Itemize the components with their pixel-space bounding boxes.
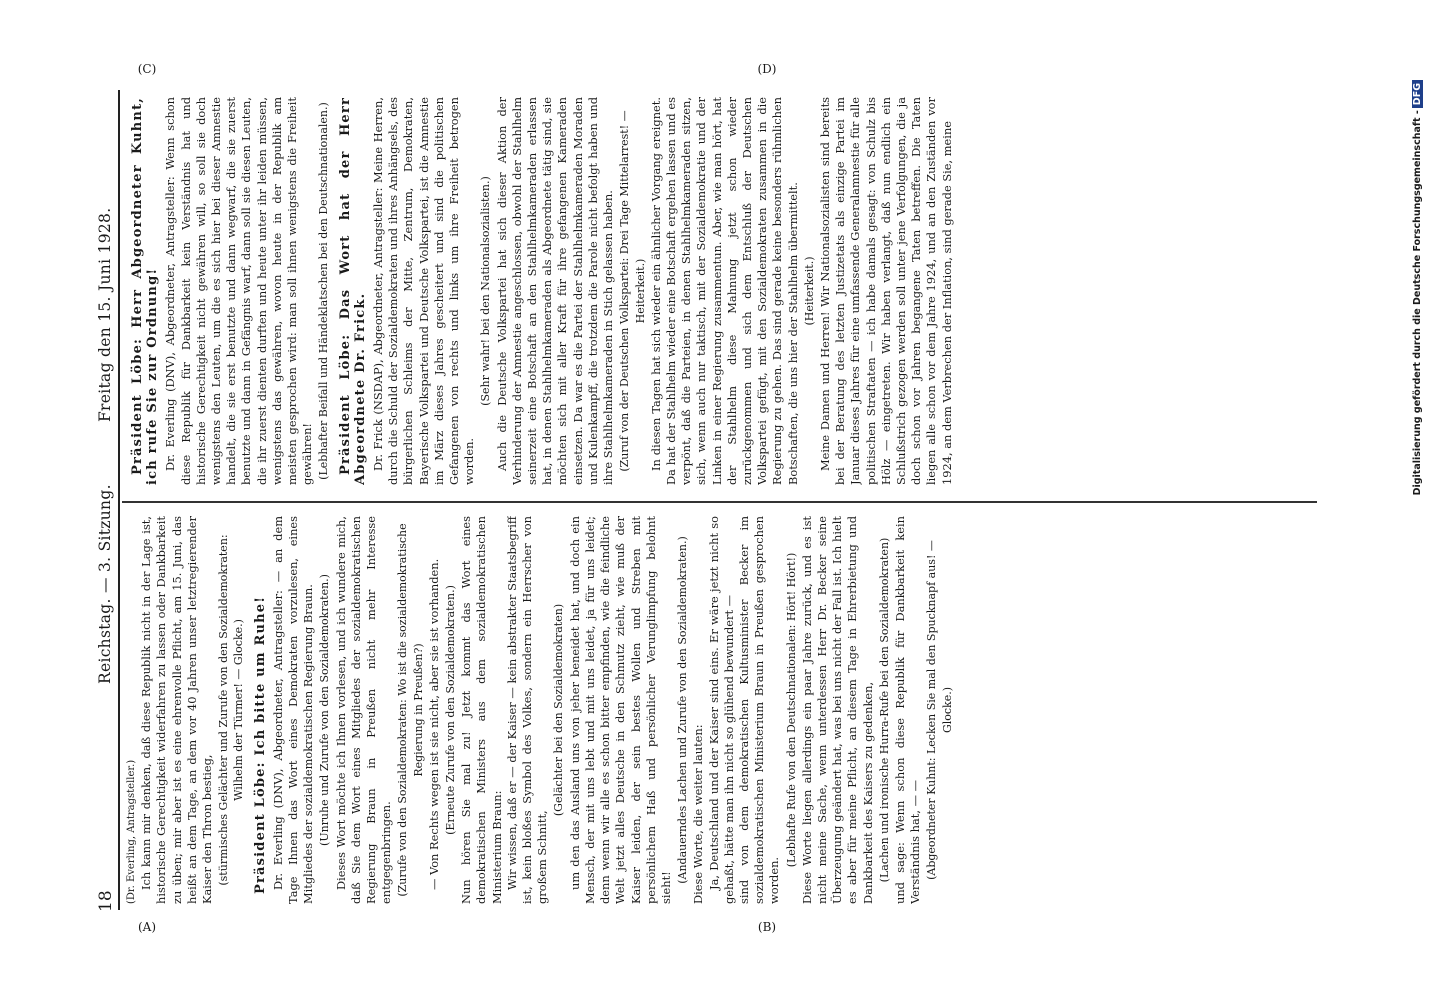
margin-marker-c: (C) <box>137 62 157 76</box>
paragraph: Ich kann mir denken, daß diese Republik nicht in der Lage ist, historische Gerechtigkeit widerfahren zu lassen oder Dankbarkeit zu üben; mir aber ist es eine ehrenvolle Pflicht, am 15. Juni, das heißt an dem Tage, an dem vor 40 Jahren unser letztregierender Kaiser den Thron bestieg, <box>139 516 215 904</box>
reaction: (Lachen und ironische Hurra-Rufe bei den Sozialdemokraten) <box>877 537 891 883</box>
paragraph: Auch die Deutsche Volkspartei hat sich dieser Aktion der Verhinderung der Amnestie angeschlossen, obwohl der Stahlhelm seinerzeit eine Botschaft an den Stahlhelmkameraden erlassen hat, in denen Stahlhelmkameraden als Abgeordnete tätig sind, sie möchten sich mit aller Kraft für ihre gefangenen Kameraden einsetzen. Da war es die Partei der Stahlhelmkameraden Moraden und Kulenkampff, die trotzdem die Parole nicht befolgt haben und ihre Stahlhelmkameraden in Stich gelassen haben. <box>494 97 616 485</box>
reaction: (Zurufe von den Sozialdemokraten: Wo ist die sozialdemokratische Regierung in Preußen?) <box>396 523 425 897</box>
right-column <box>124 97 1324 485</box>
reaction: (Zuruf von der Deutschen Volkspartei: Drei Tage Mittelarrest! — Heiterkeit.) <box>618 110 647 472</box>
session-date: Freitag den 15. Juni 1928. <box>96 207 114 422</box>
margin-marker-d: (D) <box>757 62 777 76</box>
paragraph: Meine Damen und Herren! Wir Nationalsozialisten sind bereits bei der Beratung des letzten Justizetats als einzige Partei im Januar dieses Jahres für eine umfassende Generalamnestie für alle politischen Straftaten — ich habe damals gesagt: von Schulz bis Hölz — eingetreten. Wir haben verlangt, daß nun endlich ein Schlußstrich gezogen werden soll unter jene Verfolgungen, die ja doch schon vor Jahren begangene Taten betreffen. Die Taten liegen alle schon vor dem Jahre 1924, und an den Zuständen vor 1924, an dem Verbrechen der Inflation, sind gerade Sie, meine <box>817 97 954 485</box>
speaker-continuation-head: (Dr. Everling, Antragsteller.) <box>126 759 137 904</box>
digitization-credit <box>1412 80 1428 720</box>
paragraph: sind von dem demokratischen Kultusminister Becker im sozialdemokratischen Ministerium Braun in Preußen gesprochen worden. <box>736 516 782 904</box>
reaction: (Andauerndes Lachen und Zurufe von den Sozialdemokraten.) <box>676 536 690 884</box>
president-remark: Präsident Löbe: Das Wort hat der Herr Abgeordnete Dr. Frick. <box>337 97 368 485</box>
quotation: um den das Ausland uns von jeher beneidet hat, und doch ein Mensch, der mit uns lebt und mit uns leidet, ja für uns leidet; denn wenn wir alle es schon bitter empfinden, wie die feindliche Welt jetzt alles Deutsche in den Schmutz zieht, wie muß der Kaiser leiden, der sein bestes Wollen und Streben mit persönlichem Haß und persönlicher Verunglimpfung belohnt sieht! <box>567 516 673 904</box>
credit-text: Digitalisierung gefördert durch die Deutsche Forschungsgemeinschaft - <box>1412 110 1423 496</box>
paragraph: Dieses Wort möchte ich Ihnen vorlesen, und ich wundere mich, daß Sie dem Wort eines Mitgliedes der sozialdemokratischen Regierung Braun in Preußen nicht mehr Interesse entgegenbringen. <box>333 516 394 904</box>
president-remark: Präsident Löbe: Ich bitte um Ruhe! <box>252 595 268 894</box>
reaction: (Heiterkeit.) <box>802 256 816 326</box>
margin-marker-a: (A) <box>137 920 157 934</box>
president-remark: Präsident Löbe: Herr Abgeordneter Kuhnt, ich rufe Sie zur Ordnung! <box>130 97 161 485</box>
session-title: Reichstag. — 3. Sitzung. <box>96 484 114 684</box>
paragraph: und sage: Wenn schon diese Republik für Dankbarkeit kein Verständnis hat, — — <box>892 516 923 904</box>
left-column <box>124 516 1324 904</box>
reaction: (Gelächter bei den Sozialdemokraten) <box>552 603 566 817</box>
paragraph: Nun hören Sie mal zu! Jetzt kommt das Wort eines demokratischen Ministers aus dem sozialdemokratischen Ministerium Braun: <box>459 516 504 904</box>
paragraph: Dr. Everling (DNV), Abgeordneter, Antragsteller: Wenn schon diese Republik für Dankbarkeit kein Verständnis hat und historische Gerechtigkeit nicht gewähren will, so soll sie doch wenigstens den Leuten, um die es sich hier bei dieser Amnestie handelt, die sie erst benutzte und dann wegwarf, die sie zuerst benutzte und dann in Gefängnis warf, dann soll sie diesen Leuten, die ihr zuerst dienten durften und heute unter ihr leiden müssen, wenigstens das gewähren, wovon heute in der Republik am meisten gesprochen wird: man soll ihnen wenigstens die Freiheit gewähren! <box>163 97 315 485</box>
reaction: (Lebhafter Beifall und Händeklatschen bei den Deutschnationalen.) <box>317 102 331 480</box>
page-number: 18 <box>96 890 116 912</box>
reaction: (Abgeordneter Kuhnt: Lecken Sie mal den Spucknapf aus! — Glocke.) <box>925 540 954 880</box>
reaction: (Lebhafte Rufe von den Deutschnationalen: Hört! Hört!) <box>784 552 798 868</box>
reaction: (stürmisches Gelächter und Zurufe von den Sozialdemokraten: Wilhelm der Türmer! — Glocke.) <box>217 534 246 886</box>
dfg-logo: DFG <box>1412 80 1423 108</box>
reaction: (Erneute Zurufe von den Sozialdemokraten.) <box>444 585 458 835</box>
paragraph: Diese Worte liegen allerdings ein paar Jahre zurück, und es ist nicht meine Sache, wenn unterdessen Herr Dr. Becker seine Überzeugung geändert hat, was bei uns nicht der Fall ist. Ich hielt es aber für meine Pflicht, an diesem Tage in Ehrerbietung und Dankbarkeit des Kaisers zu gedenken, <box>799 516 875 904</box>
paragraph: — Von Rechts wegen ist sie nicht, aber sie ist vorhanden. <box>426 558 441 890</box>
paragraph: In diesen Tagen hat sich wieder ein ähnlicher Vorgang ereignet. Da hat der Stahlhelm wieder eine Botschaft ergehen lassen und es verpönt, daß die Parteien, in denen Stahlhelmkameraden sitzen, sich, wenn auch nur taktisch, mit der Sozialdemokratie und der Linken in einer Regierung zusammentun. Aber, wie man hört, hat der Stahlhelm diese Mahnung jetzt schon wieder zurückgenommen und sich dem Entschluß der Deutschen Volkspartei gefügt, mit den Sozialdemokraten zusammen in die Regierung zu gehen. Das sind gerade keine besonders rühmlichen Botschaften, die uns hier der Stahlhelm übermittelt. <box>648 97 800 485</box>
quotation: Wir wissen, daß er — der Kaiser — kein abstrakter Staatsbegriff ist, kein bloßes Symbol des Volkes, sondern ein Herrscher von großem Schnitt, <box>504 516 550 904</box>
paragraph: Dr. Frick (NSDAP), Abgeordneter, Antragsteller: Meine Herren, durch die Schuld der Sozialdemokraten und ihres Anhängsels, des bürgerlichen Schleims der Mitte, Zentrum, Demokraten, Bayerische Volkspartei und Deutsche Volkspartei, ist die Amnestie im März dieses Jahres gescheitert und sind die politischen Gefangenen von rechts und links um ihre Freiheit betrogen worden. <box>371 97 477 485</box>
reaction: (Unruhe und Zurufe von den Sozialdemokraten.) <box>318 574 332 846</box>
paragraph: Diese Worte, die weiter lauten: <box>691 724 706 904</box>
header-rule <box>118 90 120 910</box>
margin-marker-b: (B) <box>757 920 777 934</box>
reaction: (Sehr wahr! bei den Nationalsozialisten.) <box>479 176 493 406</box>
quotation: Ja, Deutschland und der Kaiser sind eins. Er wäre jetzt nicht so gehaßt, hätte man ihn nicht so glühend bewundert — <box>706 516 736 904</box>
column-divider <box>122 502 1317 504</box>
paragraph: Dr. Everling (DNV), Abgeordneter, Antragsteller: — an dem Tage Ihnen das Wort eines Demokraten vorzulesen, eines Mitgliedes der sozialdemokratischen Regierung Braun. <box>270 516 316 904</box>
